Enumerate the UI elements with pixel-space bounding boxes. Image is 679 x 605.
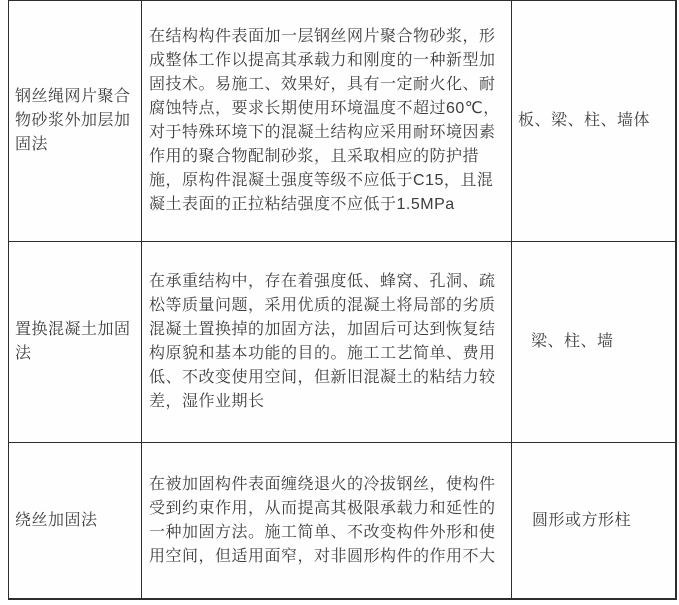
method-description-cell (142, 1, 512, 242)
applicable-members-cell (512, 443, 675, 598)
method-name-cell (9, 1, 142, 242)
applicable-members-text: 板、梁、柱、墙体 (518, 112, 651, 129)
applicable-members-cell (512, 1, 675, 242)
method-description-text: 在承重结构中，存在着强度低、蜂窝、孔洞、疏松等质量问题，采用优质的混凝土将局部的劣质混凝土置换掉的加固方法，加固后可达到恢复结构原貌和基本功能的目的。施工工艺简单、费用低、不改变使用空间，但新旧混凝土的粘结力较差，湿作业期长 (149, 273, 496, 410)
applicable-members-text: 圆形或方形柱 (532, 511, 632, 529)
method-name-text: 绕丝加固法 (15, 511, 98, 529)
applicable-members-cell (512, 242, 675, 443)
method-name-text: 置换混凝土加固法 (15, 321, 131, 362)
method-name-cell (9, 242, 142, 443)
method-description-cell (142, 443, 512, 598)
method-description-text: 在被加固构件表面缠绕退火的冷拔钢丝，使构件受到约束作用，从而提高其极限承载力和延性的一种加固方法。施工简单、不改变构件外形和使用空间，但适用面窄，对非圆形构件的作用不大 (149, 475, 496, 565)
applicable-members-text: 梁、柱、墙 (531, 333, 614, 350)
reinforcement-methods-table (8, 0, 677, 600)
method-name-cell (9, 443, 142, 598)
method-name-text: 钢丝绳网片聚合物砂浆外加层加固法 (15, 88, 131, 153)
method-description-text: 在结构构件表面加一层钢丝网片聚合物砂浆，形成整体工作以提高其承载力和刚度的一种新型加固技术。易施工、效果好，具有一定耐火化、耐腐蚀特点，要求长期使用环境温度不超过60℃，对于特殊环境下的混凝土结构应采用耐环境因素作用的聚合物配制砂浆，且采取相应的防护措施，原构件混凝土强度等级不应低于C15，且混凝土表面的正拉粘结强度不应低于1.5MPa (149, 28, 500, 213)
method-description-cell (142, 242, 512, 443)
